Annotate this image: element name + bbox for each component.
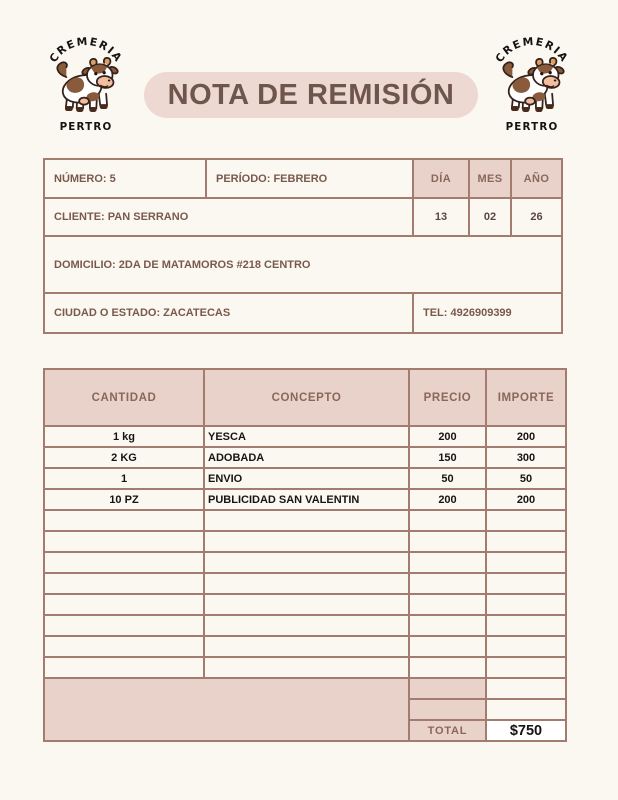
domicilio-field: DOMICILIO: 2DA DE MATAMOROS #218 CENTRO (44, 236, 562, 293)
item-cantidad: 1 kg (44, 426, 204, 447)
info-table (43, 158, 563, 334)
item-importe: 50 (486, 468, 566, 489)
items-header-row (44, 369, 566, 426)
empty-cell (44, 552, 204, 573)
precio-column-header: PRECIO (409, 369, 486, 426)
footer-blank-precio-2 (409, 699, 486, 720)
cantidad-column-header: CANTIDAD (44, 369, 204, 426)
empty-cell (44, 531, 204, 552)
empty-cell (204, 615, 409, 636)
empty-cell (44, 615, 204, 636)
empty-cell (409, 615, 486, 636)
items-body (44, 426, 566, 678)
item-concepto: ENVIO (204, 468, 409, 489)
empty-cell (204, 636, 409, 657)
mes-header: MES (469, 159, 511, 198)
empty-cell (204, 594, 409, 615)
empty-item-row (44, 594, 566, 615)
item-precio: 50 (409, 468, 486, 489)
concepto-column-header: CONCEPTO (204, 369, 409, 426)
page-title: NOTA DE REMISIÓN (167, 78, 455, 111)
footer-row-1 (44, 678, 566, 699)
brand-logo-left (36, 26, 136, 136)
item-row (44, 426, 566, 447)
empty-item-row (44, 510, 566, 531)
ano-header: AÑO (511, 159, 562, 198)
item-precio: 200 (409, 426, 486, 447)
item-concepto: ADOBADA (204, 447, 409, 468)
footer-blank-block (44, 678, 409, 741)
empty-cell (44, 636, 204, 657)
footer-blank-importe-2 (486, 699, 566, 720)
info-row-1 (44, 159, 562, 198)
empty-cell (409, 573, 486, 594)
item-row (44, 447, 566, 468)
tel-field: TEL: 4926909399 (413, 293, 562, 333)
empty-cell (409, 510, 486, 531)
empty-cell (409, 531, 486, 552)
info-row-3 (44, 236, 562, 293)
dia-header: DÍA (413, 159, 469, 198)
brand-logo-right (482, 26, 582, 136)
empty-cell (486, 615, 566, 636)
empty-cell (204, 531, 409, 552)
empty-cell (44, 594, 204, 615)
empty-cell (409, 636, 486, 657)
item-cantidad: 1 (44, 468, 204, 489)
item-concepto: PUBLICIDAD SAN VALENTIN (204, 489, 409, 510)
empty-item-row (44, 531, 566, 552)
numero-field: NÚMERO: 5 (44, 159, 206, 198)
empty-cell (204, 510, 409, 531)
empty-cell (486, 594, 566, 615)
empty-cell (486, 573, 566, 594)
total-label: TOTAL (409, 720, 486, 741)
items-header (44, 369, 566, 426)
item-precio: 150 (409, 447, 486, 468)
total-value: $750 (486, 720, 566, 741)
empty-cell (409, 552, 486, 573)
dia-value: 13 (413, 198, 469, 236)
cliente-field: CLIENTE: PAN SERRANO (44, 198, 413, 236)
ciudad-field: CIUDAD O ESTADO: ZACATECAS (44, 293, 413, 333)
item-cantidad: 2 KG (44, 447, 204, 468)
empty-item-row (44, 552, 566, 573)
info-row-4 (44, 293, 562, 333)
empty-cell (44, 573, 204, 594)
empty-item-row (44, 573, 566, 594)
items-footer (44, 678, 566, 741)
empty-cell (44, 510, 204, 531)
item-importe: 300 (486, 447, 566, 468)
footer-blank-importe-1 (486, 678, 566, 699)
item-cantidad: 10 PZ (44, 489, 204, 510)
footer-blank-precio-1 (409, 678, 486, 699)
item-importe: 200 (486, 489, 566, 510)
item-importe: 200 (486, 426, 566, 447)
item-row (44, 468, 566, 489)
empty-item-row (44, 636, 566, 657)
item-precio: 200 (409, 489, 486, 510)
empty-cell (204, 657, 409, 678)
empty-item-row (44, 657, 566, 678)
item-row (44, 489, 566, 510)
info-row-2 (44, 198, 562, 236)
empty-cell (204, 552, 409, 573)
empty-cell (44, 657, 204, 678)
periodo-field: PERÍODO: FEBRERO (206, 159, 413, 198)
empty-cell (486, 657, 566, 678)
empty-cell (486, 510, 566, 531)
title-banner (144, 72, 478, 118)
empty-cell (486, 636, 566, 657)
empty-item-row (44, 615, 566, 636)
empty-cell (204, 573, 409, 594)
importe-column-header: IMPORTE (486, 369, 566, 426)
ano-value: 26 (511, 198, 562, 236)
item-concepto: YESCA (204, 426, 409, 447)
empty-cell (409, 594, 486, 615)
empty-cell (486, 552, 566, 573)
empty-cell (486, 531, 566, 552)
mes-value: 02 (469, 198, 511, 236)
empty-cell (409, 657, 486, 678)
items-table (43, 368, 567, 742)
